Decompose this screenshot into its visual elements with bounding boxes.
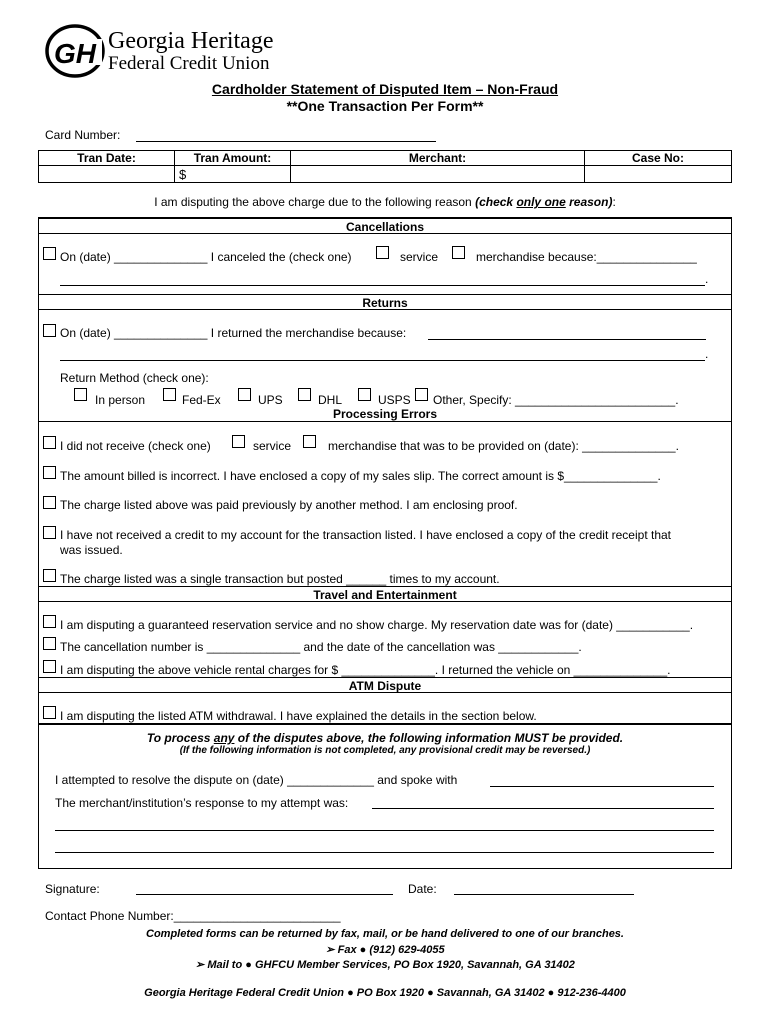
return-reason-line2[interactable]	[60, 360, 705, 361]
processing-2-checkbox[interactable]	[43, 466, 56, 479]
arrow-bullet-icon: ➢	[195, 959, 205, 971]
contact-phone-label: Contact Phone Number:_________________________	[45, 909, 341, 923]
return-checkbox[interactable]	[43, 324, 56, 337]
cancel-dot: .	[705, 272, 709, 286]
form-subtitle: **One Transaction Per Form**	[286, 98, 484, 114]
cancel-line1: On (date) ______________ I canceled the (check one)	[60, 250, 352, 264]
date-label: Date:	[408, 882, 437, 896]
dispute-reasons-frame	[38, 217, 732, 869]
merchant-header: Merchant:	[291, 151, 585, 166]
method-dhl-checkbox[interactable]	[298, 388, 311, 401]
card-number-label: Card Number:	[45, 128, 121, 142]
form-title: Cardholder Statement of Disputed Item – Non-Fraud	[211, 81, 559, 97]
method-other-checkbox[interactable]	[415, 388, 428, 401]
processing-1-merch-checkbox[interactable]	[303, 435, 316, 448]
atm-checkbox[interactable]	[43, 706, 56, 719]
section-returns: Returns	[39, 294, 731, 310]
method-fedex-checkbox[interactable]	[163, 388, 176, 401]
processing-3-checkbox[interactable]	[43, 496, 56, 509]
signature-field[interactable]	[136, 894, 393, 895]
processing-4-text-cont: was issued.	[60, 543, 123, 557]
reason-emphasis	[475, 195, 612, 209]
travel-3-checkbox[interactable]	[43, 660, 56, 673]
footer-fax-text: Fax ● (912) 629-4055	[337, 944, 445, 956]
spoke-with-field[interactable]	[490, 786, 714, 787]
method-dhl-label: DHL	[318, 393, 343, 407]
cancel-service-checkbox[interactable]	[376, 246, 389, 259]
response-field-3[interactable]	[55, 852, 714, 853]
process-warning-line: (If the following information is not completed, any provisional credit may be reversed.)	[179, 745, 591, 756]
attempt-text: I attempted to resolve the dispute on (date) _____________ and spoke with	[55, 773, 458, 787]
response-label: The merchant/institution’s response to my attempt was:	[55, 796, 349, 810]
processing-2-text: The amount billed is incorrect. I have enclosed a copy of my sales slip. The correct amount is $______________.	[60, 469, 661, 483]
tran-date-header: Tran Date:	[39, 151, 175, 166]
method-usps-label: USPS	[378, 393, 411, 407]
method-ups-checkbox[interactable]	[238, 388, 251, 401]
footer-mail	[0, 958, 770, 971]
logo-mark: GH	[54, 38, 96, 69]
response-field-2[interactable]	[55, 830, 714, 831]
return-dot: .	[705, 347, 709, 361]
travel-2-text: The cancellation number is ______________ and the date of the cancellation was ____________.	[60, 640, 582, 654]
section-travel: Travel and Entertainment	[39, 586, 731, 602]
cancel-checkbox[interactable]	[43, 247, 56, 260]
processing-5-checkbox[interactable]	[43, 569, 56, 582]
arrow-bullet-icon: ➢	[325, 944, 335, 956]
cancel-merch-label: merchandise because:_______________	[476, 250, 697, 264]
merchant-cell[interactable]	[291, 166, 585, 183]
process-required-line	[0, 731, 770, 745]
return-line1: On (date) ______________ I returned the merchandise because:	[60, 326, 407, 340]
travel-1-checkbox[interactable]	[43, 615, 56, 628]
dollar-sign: $	[179, 166, 187, 182]
cancel-reason-line[interactable]	[60, 285, 705, 286]
reason-intro-text: I am disputing the above charge due to the following reason	[154, 195, 472, 209]
section-atm: ATM Dispute	[39, 677, 731, 693]
process-line1-post: of the disputes above, the following information MUST be provided.	[234, 731, 624, 745]
reason-emph-only: only one	[516, 195, 566, 209]
return-reason-line1[interactable]	[428, 339, 706, 340]
logo-name-line1: Georgia Heritage	[108, 28, 274, 54]
tran-amount-cell[interactable]	[175, 166, 291, 183]
return-method-label: Return Method (check one):	[60, 371, 209, 385]
processing-4-text: I have not received a credit to my account for the transaction listed. I have enclosed a copy of the credit receipt that	[60, 528, 672, 542]
reason-colon: :	[612, 195, 616, 209]
logo	[44, 22, 284, 80]
section-processing-errors: Processing Errors	[39, 406, 731, 422]
processing-5-text: The charge listed was a single transaction but posted ______ times to my account.	[60, 572, 500, 586]
travel-1-text: I am disputing a guaranteed reservation service and no show charge. My reservation date was for (date) ___________.	[60, 618, 694, 632]
processing-1-service-checkbox[interactable]	[232, 435, 245, 448]
credit-union-logo-icon	[44, 22, 106, 80]
process-line1-pre: To process	[146, 731, 214, 745]
reason-emph-pre: (check	[475, 195, 517, 209]
processing-1-text: I did not receive (check one)	[60, 439, 211, 453]
travel-3-text: I am disputing the above vehicle rental charges for $ ______________. I returned the vehicle on ______________.	[60, 663, 671, 677]
reason-intro	[0, 195, 770, 209]
footer-address: Georgia Heritage Federal Credit Union ● PO Box 1920 ● Savannah, GA 31402 ● 912-236-4400	[144, 987, 626, 999]
case-no-cell[interactable]	[585, 166, 732, 183]
method-other-label: Other, Specify: ________________________.	[433, 393, 679, 407]
processing-4-checkbox[interactable]	[43, 526, 56, 539]
atm-divider	[38, 723, 732, 725]
section-cancellations: Cancellations	[39, 218, 731, 234]
logo-name-line2: Federal Credit Union	[108, 53, 270, 74]
footer-mail-text: Mail to ● GHFCU Member Services, PO Box 1920, Savannah, GA 31402	[207, 959, 575, 971]
reason-emph-post: reason)	[565, 195, 613, 209]
card-number-field[interactable]	[136, 141, 436, 142]
footer-fax	[0, 943, 770, 956]
atm-text: I am disputing the listed ATM withdrawal. I have explained the details in the section below.	[60, 709, 537, 723]
footer-return-instructions: Completed forms can be returned by fax, mail, or be hand delivered to one of our branches.	[146, 928, 624, 940]
cancel-merch-checkbox[interactable]	[452, 246, 465, 259]
date-field[interactable]	[454, 894, 634, 895]
processing-1-checkbox[interactable]	[43, 436, 56, 449]
processing-3-text: The charge listed above was paid previously by another method. I am enclosing proof.	[60, 498, 518, 512]
tran-date-cell[interactable]	[39, 166, 175, 183]
signature-label: Signature:	[45, 882, 100, 896]
response-field-1[interactable]	[372, 808, 714, 809]
processing-1-service-label: service	[253, 439, 292, 453]
transaction-table	[38, 150, 732, 183]
case-no-header: Case No:	[585, 151, 732, 166]
method-inperson-checkbox[interactable]	[74, 388, 87, 401]
method-usps-checkbox[interactable]	[358, 388, 371, 401]
process-line1-any: any	[213, 731, 235, 745]
method-inperson-label: In person	[95, 393, 146, 407]
method-fedex-label: Fed-Ex	[182, 393, 221, 407]
processing-1-merch-label: merchandise that was to be provided on (date): ______________.	[328, 439, 679, 453]
travel-2-checkbox[interactable]	[43, 637, 56, 650]
method-ups-label: UPS	[258, 393, 283, 407]
tran-amount-header: Tran Amount:	[175, 151, 291, 166]
cancel-service-label: service	[400, 250, 439, 264]
